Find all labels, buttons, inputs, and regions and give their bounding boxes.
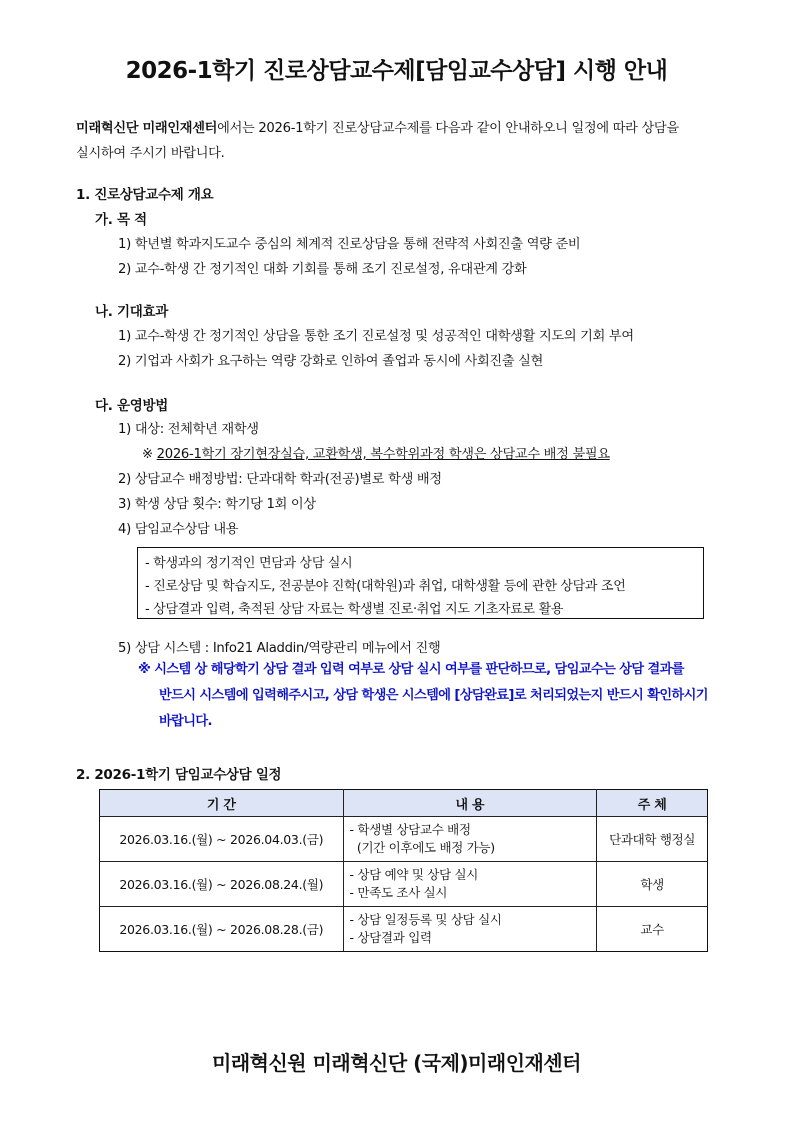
owner-cell: 교수 (597, 907, 708, 952)
content-line: - 상담결과 입력 (349, 930, 432, 945)
owner-cell: 학생 (597, 862, 708, 907)
table-row (100, 907, 708, 952)
purpose-item: 1) 학년별 학과지도교수 중심의 체계적 진로상담을 통해 전략적 사회진출 역량 준비 (118, 237, 581, 252)
operation-item-content: 4) 담임교수상담 내용 (118, 522, 239, 537)
table-header-row (100, 790, 708, 817)
notice-line: 반드시 시스템에 입력해주시고, 상담 학생은 시스템에 [상담완료]로 처리되었는지 반드시 확인하시기 (159, 688, 708, 703)
exclusion-note-text: 2026-1학기 장기현장실습, 교환학생, 복수학위과정 학생은 상담교수 배정 불필요 (156, 447, 610, 462)
organization-name: 미래혁신단 미래인재센터 (76, 121, 218, 136)
column-header-content: 내 용 (343, 790, 597, 817)
column-header-period: 기 간 (100, 790, 344, 817)
section-1-heading: 1. 진로상담교수제 개요 (76, 187, 214, 203)
content-cell (343, 862, 597, 907)
period-cell: 2026.03.16.(월) ~ 2026.08.24.(월) (100, 862, 344, 907)
content-line: - 상담 일정등록 및 상담 실시 (349, 912, 502, 927)
purpose-item: 2) 교수-학생 간 정기적인 대화 기회를 통해 조기 진로설정, 유대관계 강화 (118, 262, 527, 277)
content-cell (343, 817, 597, 862)
notice-line: ※ 시스템 상 해당학기 상담 결과 입력 여부로 상담 실시 여부를 판단하므로, 담임교수는 상담 결과를 (138, 662, 684, 677)
purpose-heading: 가. 목 적 (95, 212, 147, 228)
column-header-owner: 주 체 (597, 790, 708, 817)
system-notice (138, 657, 728, 735)
content-line: - 상담 예약 및 상담 실시 (349, 867, 479, 882)
operation-item-assignment: 2) 상담교수 배정방법: 단과대학 학과(전공)별로 학생 배정 (118, 472, 442, 487)
intro-text: 에서는 2026-1학기 진로상담교수제를 다음과 같이 안내하오니 일정에 따라 상담을 (217, 121, 679, 136)
period-cell: 2026.03.16.(월) ~ 2026.04.03.(금) (100, 817, 344, 862)
effects-heading: 나. 기대효과 (95, 304, 168, 320)
effects-item: 1) 교수-학생 간 정기적인 상담을 통한 조기 진로설정 및 성공적인 대학생활 지도의 기회 부여 (118, 329, 634, 344)
table-row (100, 817, 708, 862)
page-title: 2026-1학기 진로상담교수제[담임교수상담] 시행 안내 (125, 58, 668, 84)
content-cell (343, 907, 597, 952)
content-box-line: - 진로상담 및 학습지도, 전공분야 진학(대학원)과 취업, 대학생활 등에 관한 상담과 조언 (145, 579, 626, 594)
issuing-organization: 미래혁신원 미래혁신단 (국제)미래인재센터 (212, 1051, 581, 1075)
operation-item-target: 1) 대상: 전체학년 재학생 (118, 422, 259, 437)
counseling-content-box (137, 547, 704, 619)
content-line: - 만족도 조사 실시 (349, 885, 448, 900)
table-row (100, 862, 708, 907)
owner-cell: 단과대학 행정실 (597, 817, 708, 862)
content-box-line: - 상담결과 입력, 축적된 상담 자료는 학생별 진로·취업 지도 기초자료로 활용 (145, 602, 564, 617)
section-2-heading: 2. 2026-1학기 담임교수상담 일정 (76, 767, 282, 783)
content-line: - 학생별 상담교수 배정 (349, 822, 471, 837)
intro-line-1 (76, 117, 679, 136)
content-box-line: - 학생과의 정기적인 면담과 상담 실시 (145, 556, 353, 571)
exclusion-note (142, 443, 610, 462)
reference-mark: ※ (142, 447, 157, 462)
operation-item-system: 5) 상담 시스템 : Info21 Aladdin/역량관리 메뉴에서 진행 (118, 641, 441, 656)
effects-item: 2) 기업과 사회가 요구하는 역량 강화로 인하여 졸업과 동시에 사회진출 실현 (118, 354, 544, 369)
intro-line-2: 실시하여 주시기 바랍니다. (76, 146, 225, 161)
period-cell: 2026.03.16.(월) ~ 2026.08.28.(금) (100, 907, 344, 952)
operation-item-frequency: 3) 학생 상담 횟수: 학기당 1회 이상 (118, 497, 316, 512)
schedule-table (99, 789, 708, 952)
content-line: (기간 이후에도 배정 가능) (349, 840, 495, 855)
operation-heading: 다. 운영방법 (95, 398, 168, 414)
notice-line: 바랍니다. (159, 714, 212, 729)
